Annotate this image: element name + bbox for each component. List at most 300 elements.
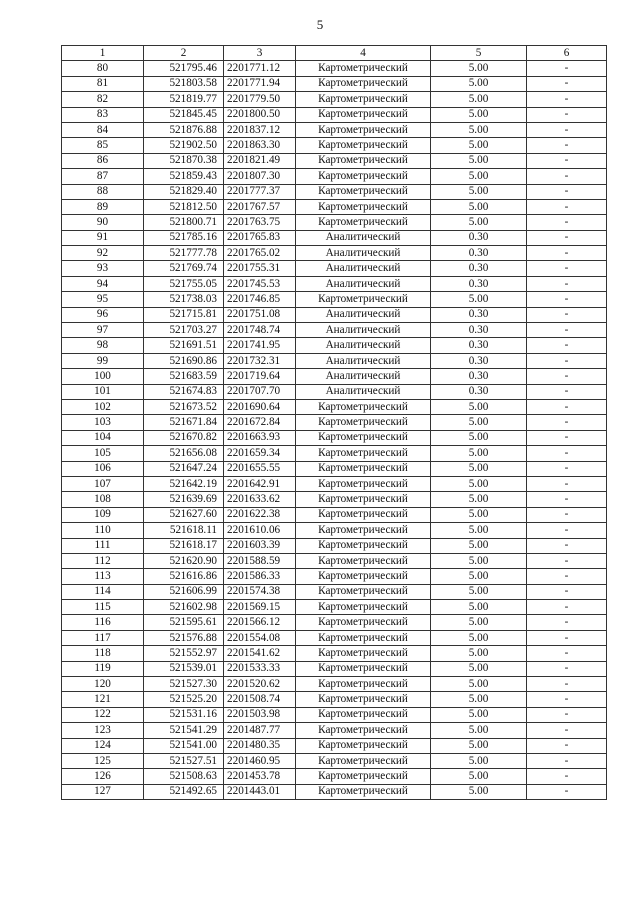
column-header-y: 3 [224, 46, 296, 61]
cell-accuracy: 0.30 [431, 246, 527, 261]
cell-point-number: 102 [62, 399, 144, 414]
cell-accuracy: 5.00 [431, 492, 527, 507]
cell-method: Картометрический [296, 76, 431, 91]
cell-x-coordinate: 521769.74 [144, 261, 224, 276]
cell-y-coordinate: 2201690.64 [224, 399, 296, 414]
cell-method: Картометрический [296, 61, 431, 76]
cell-point-number: 126 [62, 769, 144, 784]
table-row [62, 769, 607, 784]
column-header-method: 4 [296, 46, 431, 61]
cell-y-coordinate: 2201771.12 [224, 61, 296, 76]
cell-y-coordinate: 2201821.49 [224, 153, 296, 168]
cell-accuracy: 5.00 [431, 61, 527, 76]
cell-method: Картометрический [296, 492, 431, 507]
cell-method: Картометрический [296, 138, 431, 153]
table-row [62, 199, 607, 214]
cell-x-coordinate: 521620.90 [144, 553, 224, 568]
cell-accuracy: 5.00 [431, 507, 527, 522]
cell-point-number: 94 [62, 276, 144, 291]
cell-x-coordinate: 521876.88 [144, 122, 224, 137]
cell-accuracy: 5.00 [431, 523, 527, 538]
cell-method: Аналитический [296, 246, 431, 261]
cell-y-coordinate: 2201541.62 [224, 646, 296, 661]
cell-accuracy: 5.00 [431, 584, 527, 599]
table-row [62, 492, 607, 507]
cell-accuracy: 5.00 [431, 446, 527, 461]
cell-y-coordinate: 2201719.64 [224, 369, 296, 384]
cell-x-coordinate: 521492.65 [144, 784, 224, 799]
cell-x-coordinate: 521627.60 [144, 507, 224, 522]
cell-note: - [527, 600, 607, 615]
column-header-point-number: 1 [62, 46, 144, 61]
cell-x-coordinate: 521639.69 [144, 492, 224, 507]
cell-note: - [527, 215, 607, 230]
cell-note: - [527, 199, 607, 214]
cell-note: - [527, 307, 607, 322]
cell-note: - [527, 569, 607, 584]
cell-method: Картометрический [296, 661, 431, 676]
cell-method: Картометрический [296, 199, 431, 214]
cell-point-number: 118 [62, 646, 144, 661]
cell-x-coordinate: 521616.86 [144, 569, 224, 584]
cell-method: Картометрический [296, 92, 431, 107]
cell-point-number: 99 [62, 353, 144, 368]
cell-method: Картометрический [296, 215, 431, 230]
cell-point-number: 127 [62, 784, 144, 799]
cell-y-coordinate: 2201707.70 [224, 384, 296, 399]
cell-method: Аналитический [296, 276, 431, 291]
cell-method: Картометрический [296, 184, 431, 199]
cell-accuracy: 5.00 [431, 184, 527, 199]
table-row [62, 338, 607, 353]
cell-note: - [527, 107, 607, 122]
cell-accuracy: 5.00 [431, 292, 527, 307]
table-row [62, 569, 607, 584]
table-row [62, 276, 607, 291]
cell-y-coordinate: 2201633.62 [224, 492, 296, 507]
table-row [62, 230, 607, 245]
cell-method: Картометрический [296, 600, 431, 615]
cell-y-coordinate: 2201863.30 [224, 138, 296, 153]
cell-accuracy: 5.00 [431, 661, 527, 676]
cell-note: - [527, 646, 607, 661]
cell-accuracy: 0.30 [431, 230, 527, 245]
cell-note: - [527, 630, 607, 645]
cell-method: Картометрический [296, 707, 431, 722]
table-row [62, 523, 607, 538]
cell-method: Аналитический [296, 323, 431, 338]
cell-note: - [527, 276, 607, 291]
cell-point-number: 93 [62, 261, 144, 276]
column-header-note: 6 [527, 46, 607, 61]
cell-method: Картометрический [296, 584, 431, 599]
cell-y-coordinate: 2201763.75 [224, 215, 296, 230]
cell-point-number: 115 [62, 600, 144, 615]
cell-note: - [527, 76, 607, 91]
table-row [62, 184, 607, 199]
cell-x-coordinate: 521803.58 [144, 76, 224, 91]
cell-x-coordinate: 521859.43 [144, 169, 224, 184]
cell-method: Картометрический [296, 476, 431, 491]
table-row [62, 507, 607, 522]
cell-method: Картометрический [296, 538, 431, 553]
cell-x-coordinate: 521508.63 [144, 769, 224, 784]
cell-x-coordinate: 521829.40 [144, 184, 224, 199]
cell-y-coordinate: 2201732.31 [224, 353, 296, 368]
cell-accuracy: 5.00 [431, 199, 527, 214]
cell-accuracy: 0.30 [431, 276, 527, 291]
cell-note: - [527, 615, 607, 630]
cell-y-coordinate: 2201771.94 [224, 76, 296, 91]
cell-note: - [527, 261, 607, 276]
table-row [62, 415, 607, 430]
cell-note: - [527, 292, 607, 307]
cell-x-coordinate: 521703.27 [144, 323, 224, 338]
cell-y-coordinate: 2201503.98 [224, 707, 296, 722]
cell-x-coordinate: 521800.71 [144, 215, 224, 230]
cell-point-number: 120 [62, 677, 144, 692]
cell-point-number: 122 [62, 707, 144, 722]
cell-point-number: 80 [62, 61, 144, 76]
table-row [62, 246, 607, 261]
cell-accuracy: 0.30 [431, 384, 527, 399]
cell-x-coordinate: 521673.52 [144, 399, 224, 414]
cell-note: - [527, 461, 607, 476]
table-row [62, 461, 607, 476]
cell-x-coordinate: 521674.83 [144, 384, 224, 399]
cell-accuracy: 5.00 [431, 738, 527, 753]
cell-point-number: 110 [62, 523, 144, 538]
table-row [62, 169, 607, 184]
cell-x-coordinate: 521845.45 [144, 107, 224, 122]
cell-note: - [527, 523, 607, 538]
cell-note: - [527, 246, 607, 261]
cell-x-coordinate: 521755.05 [144, 276, 224, 291]
cell-method: Картометрический [296, 415, 431, 430]
cell-x-coordinate: 521552.97 [144, 646, 224, 661]
cell-note: - [527, 169, 607, 184]
cell-accuracy: 5.00 [431, 615, 527, 630]
cell-method: Картометрический [296, 784, 431, 799]
cell-note: - [527, 707, 607, 722]
cell-point-number: 88 [62, 184, 144, 199]
table-row [62, 692, 607, 707]
cell-point-number: 107 [62, 476, 144, 491]
cell-note: - [527, 723, 607, 738]
cell-point-number: 112 [62, 553, 144, 568]
cell-accuracy: 5.00 [431, 600, 527, 615]
cell-note: - [527, 399, 607, 414]
cell-method: Картометрический [296, 615, 431, 630]
cell-method: Картометрический [296, 430, 431, 445]
cell-note: - [527, 677, 607, 692]
cell-y-coordinate: 2201746.85 [224, 292, 296, 307]
cell-point-number: 109 [62, 507, 144, 522]
cell-method: Картометрический [296, 569, 431, 584]
cell-note: - [527, 553, 607, 568]
cell-x-coordinate: 521870.38 [144, 153, 224, 168]
cell-accuracy: 0.30 [431, 353, 527, 368]
cell-point-number: 114 [62, 584, 144, 599]
cell-y-coordinate: 2201745.53 [224, 276, 296, 291]
cell-y-coordinate: 2201663.93 [224, 430, 296, 445]
cell-y-coordinate: 2201837.12 [224, 122, 296, 137]
cell-method: Картометрический [296, 292, 431, 307]
cell-accuracy: 5.00 [431, 692, 527, 707]
cell-x-coordinate: 521812.50 [144, 199, 224, 214]
cell-y-coordinate: 2201520.62 [224, 677, 296, 692]
table-row [62, 323, 607, 338]
table-row [62, 138, 607, 153]
cell-y-coordinate: 2201642.91 [224, 476, 296, 491]
cell-point-number: 116 [62, 615, 144, 630]
cell-note: - [527, 753, 607, 768]
cell-accuracy: 5.00 [431, 784, 527, 799]
table-row [62, 538, 607, 553]
cell-note: - [527, 92, 607, 107]
table-row [62, 646, 607, 661]
cell-note: - [527, 61, 607, 76]
table-row [62, 446, 607, 461]
cell-accuracy: 5.00 [431, 92, 527, 107]
column-header-accuracy: 5 [431, 46, 527, 61]
table-body [62, 61, 607, 800]
cell-x-coordinate: 521527.30 [144, 677, 224, 692]
cell-method: Картометрический [296, 677, 431, 692]
cell-point-number: 117 [62, 630, 144, 645]
cell-y-coordinate: 2201800.50 [224, 107, 296, 122]
cell-x-coordinate: 521602.98 [144, 600, 224, 615]
cell-y-coordinate: 2201487.77 [224, 723, 296, 738]
cell-note: - [527, 738, 607, 753]
cell-point-number: 85 [62, 138, 144, 153]
cell-y-coordinate: 2201748.74 [224, 323, 296, 338]
table-row [62, 753, 607, 768]
cell-y-coordinate: 2201460.95 [224, 753, 296, 768]
cell-accuracy: 5.00 [431, 677, 527, 692]
cell-y-coordinate: 2201588.59 [224, 553, 296, 568]
cell-point-number: 113 [62, 569, 144, 584]
cell-note: - [527, 538, 607, 553]
cell-note: - [527, 507, 607, 522]
cell-method: Аналитический [296, 230, 431, 245]
cell-method: Картометрический [296, 692, 431, 707]
cell-y-coordinate: 2201533.33 [224, 661, 296, 676]
cell-point-number: 90 [62, 215, 144, 230]
cell-accuracy: 5.00 [431, 769, 527, 784]
cell-point-number: 86 [62, 153, 144, 168]
cell-point-number: 87 [62, 169, 144, 184]
cell-note: - [527, 661, 607, 676]
cell-x-coordinate: 521595.61 [144, 615, 224, 630]
cell-x-coordinate: 521527.51 [144, 753, 224, 768]
cell-method: Картометрический [296, 461, 431, 476]
cell-method: Аналитический [296, 384, 431, 399]
cell-y-coordinate: 2201622.38 [224, 507, 296, 522]
cell-point-number: 92 [62, 246, 144, 261]
table-row [62, 784, 607, 799]
table-row [62, 353, 607, 368]
cell-y-coordinate: 2201765.02 [224, 246, 296, 261]
cell-accuracy: 5.00 [431, 122, 527, 137]
cell-point-number: 83 [62, 107, 144, 122]
cell-note: - [527, 353, 607, 368]
cell-x-coordinate: 521670.82 [144, 430, 224, 445]
cell-accuracy: 5.00 [431, 76, 527, 91]
cell-x-coordinate: 521618.17 [144, 538, 224, 553]
table-row [62, 600, 607, 615]
cell-y-coordinate: 2201779.50 [224, 92, 296, 107]
cell-accuracy: 5.00 [431, 399, 527, 414]
table-row [62, 215, 607, 230]
table-row [62, 307, 607, 322]
cell-y-coordinate: 2201751.08 [224, 307, 296, 322]
cell-method: Аналитический [296, 338, 431, 353]
cell-x-coordinate: 521531.16 [144, 707, 224, 722]
cell-point-number: 119 [62, 661, 144, 676]
table-row [62, 61, 607, 76]
cell-point-number: 98 [62, 338, 144, 353]
cell-note: - [527, 153, 607, 168]
cell-point-number: 125 [62, 753, 144, 768]
cell-point-number: 101 [62, 384, 144, 399]
cell-point-number: 84 [62, 122, 144, 137]
cell-x-coordinate: 521525.20 [144, 692, 224, 707]
cell-point-number: 103 [62, 415, 144, 430]
cell-method: Картометрический [296, 153, 431, 168]
cell-point-number: 89 [62, 199, 144, 214]
cell-point-number: 97 [62, 323, 144, 338]
table-header-row [62, 46, 607, 61]
cell-note: - [527, 184, 607, 199]
cell-point-number: 95 [62, 292, 144, 307]
cell-y-coordinate: 2201508.74 [224, 692, 296, 707]
cell-x-coordinate: 521795.46 [144, 61, 224, 76]
table-row [62, 153, 607, 168]
cell-accuracy: 5.00 [431, 461, 527, 476]
cell-note: - [527, 338, 607, 353]
cell-y-coordinate: 2201554.08 [224, 630, 296, 645]
cell-point-number: 121 [62, 692, 144, 707]
cell-y-coordinate: 2201443.01 [224, 784, 296, 799]
cell-note: - [527, 323, 607, 338]
cell-method: Картометрический [296, 446, 431, 461]
table-row [62, 661, 607, 676]
table-row [62, 738, 607, 753]
cell-method: Картометрический [296, 753, 431, 768]
column-header-x: 2 [144, 46, 224, 61]
cell-accuracy: 5.00 [431, 553, 527, 568]
table-row [62, 630, 607, 645]
cell-y-coordinate: 2201741.95 [224, 338, 296, 353]
cell-note: - [527, 122, 607, 137]
table-row [62, 369, 607, 384]
table-row [62, 384, 607, 399]
table-row [62, 92, 607, 107]
cell-note: - [527, 584, 607, 599]
cell-accuracy: 0.30 [431, 307, 527, 322]
cell-y-coordinate: 2201480.35 [224, 738, 296, 753]
table-row [62, 76, 607, 91]
cell-point-number: 111 [62, 538, 144, 553]
cell-accuracy: 5.00 [431, 476, 527, 491]
cell-x-coordinate: 521671.84 [144, 415, 224, 430]
cell-y-coordinate: 2201807.30 [224, 169, 296, 184]
cell-accuracy: 0.30 [431, 323, 527, 338]
cell-point-number: 124 [62, 738, 144, 753]
cell-y-coordinate: 2201610.06 [224, 523, 296, 538]
cell-method: Картометрический [296, 738, 431, 753]
cell-x-coordinate: 521738.03 [144, 292, 224, 307]
cell-y-coordinate: 2201755.31 [224, 261, 296, 276]
table-row [62, 261, 607, 276]
cell-x-coordinate: 521819.77 [144, 92, 224, 107]
cell-accuracy: 5.00 [431, 138, 527, 153]
cell-y-coordinate: 2201586.33 [224, 569, 296, 584]
cell-x-coordinate: 521618.11 [144, 523, 224, 538]
cell-method: Картометрический [296, 630, 431, 645]
cell-x-coordinate: 521642.19 [144, 476, 224, 491]
cell-x-coordinate: 521541.00 [144, 738, 224, 753]
cell-method: Картометрический [296, 646, 431, 661]
cell-x-coordinate: 521691.51 [144, 338, 224, 353]
table-row [62, 292, 607, 307]
cell-note: - [527, 430, 607, 445]
table-row [62, 584, 607, 599]
cell-x-coordinate: 521683.59 [144, 369, 224, 384]
cell-y-coordinate: 2201453.78 [224, 769, 296, 784]
table-row [62, 615, 607, 630]
cell-y-coordinate: 2201569.15 [224, 600, 296, 615]
cell-x-coordinate: 521539.01 [144, 661, 224, 676]
cell-accuracy: 5.00 [431, 215, 527, 230]
cell-x-coordinate: 521785.16 [144, 230, 224, 245]
cell-note: - [527, 230, 607, 245]
cell-y-coordinate: 2201659.34 [224, 446, 296, 461]
cell-y-coordinate: 2201777.37 [224, 184, 296, 199]
cell-method: Картометрический [296, 507, 431, 522]
cell-note: - [527, 692, 607, 707]
cell-method: Аналитический [296, 261, 431, 276]
table-row [62, 399, 607, 414]
cell-point-number: 82 [62, 92, 144, 107]
cell-x-coordinate: 521715.81 [144, 307, 224, 322]
table-row [62, 553, 607, 568]
cell-accuracy: 5.00 [431, 630, 527, 645]
cell-y-coordinate: 2201765.83 [224, 230, 296, 245]
cell-method: Аналитический [296, 307, 431, 322]
cell-accuracy: 5.00 [431, 538, 527, 553]
cell-x-coordinate: 521777.78 [144, 246, 224, 261]
cell-y-coordinate: 2201574.38 [224, 584, 296, 599]
table-row [62, 723, 607, 738]
cell-note: - [527, 492, 607, 507]
page-number: 5 [316, 17, 324, 32]
cell-accuracy: 5.00 [431, 430, 527, 445]
cell-method: Картометрический [296, 169, 431, 184]
coordinates-table [61, 45, 607, 800]
cell-accuracy: 5.00 [431, 153, 527, 168]
cell-method: Картометрический [296, 399, 431, 414]
cell-point-number: 104 [62, 430, 144, 445]
cell-x-coordinate: 521576.88 [144, 630, 224, 645]
cell-note: - [527, 138, 607, 153]
cell-method: Картометрический [296, 122, 431, 137]
table-row [62, 122, 607, 137]
cell-y-coordinate: 2201672.84 [224, 415, 296, 430]
cell-x-coordinate: 521541.29 [144, 723, 224, 738]
table-row [62, 107, 607, 122]
